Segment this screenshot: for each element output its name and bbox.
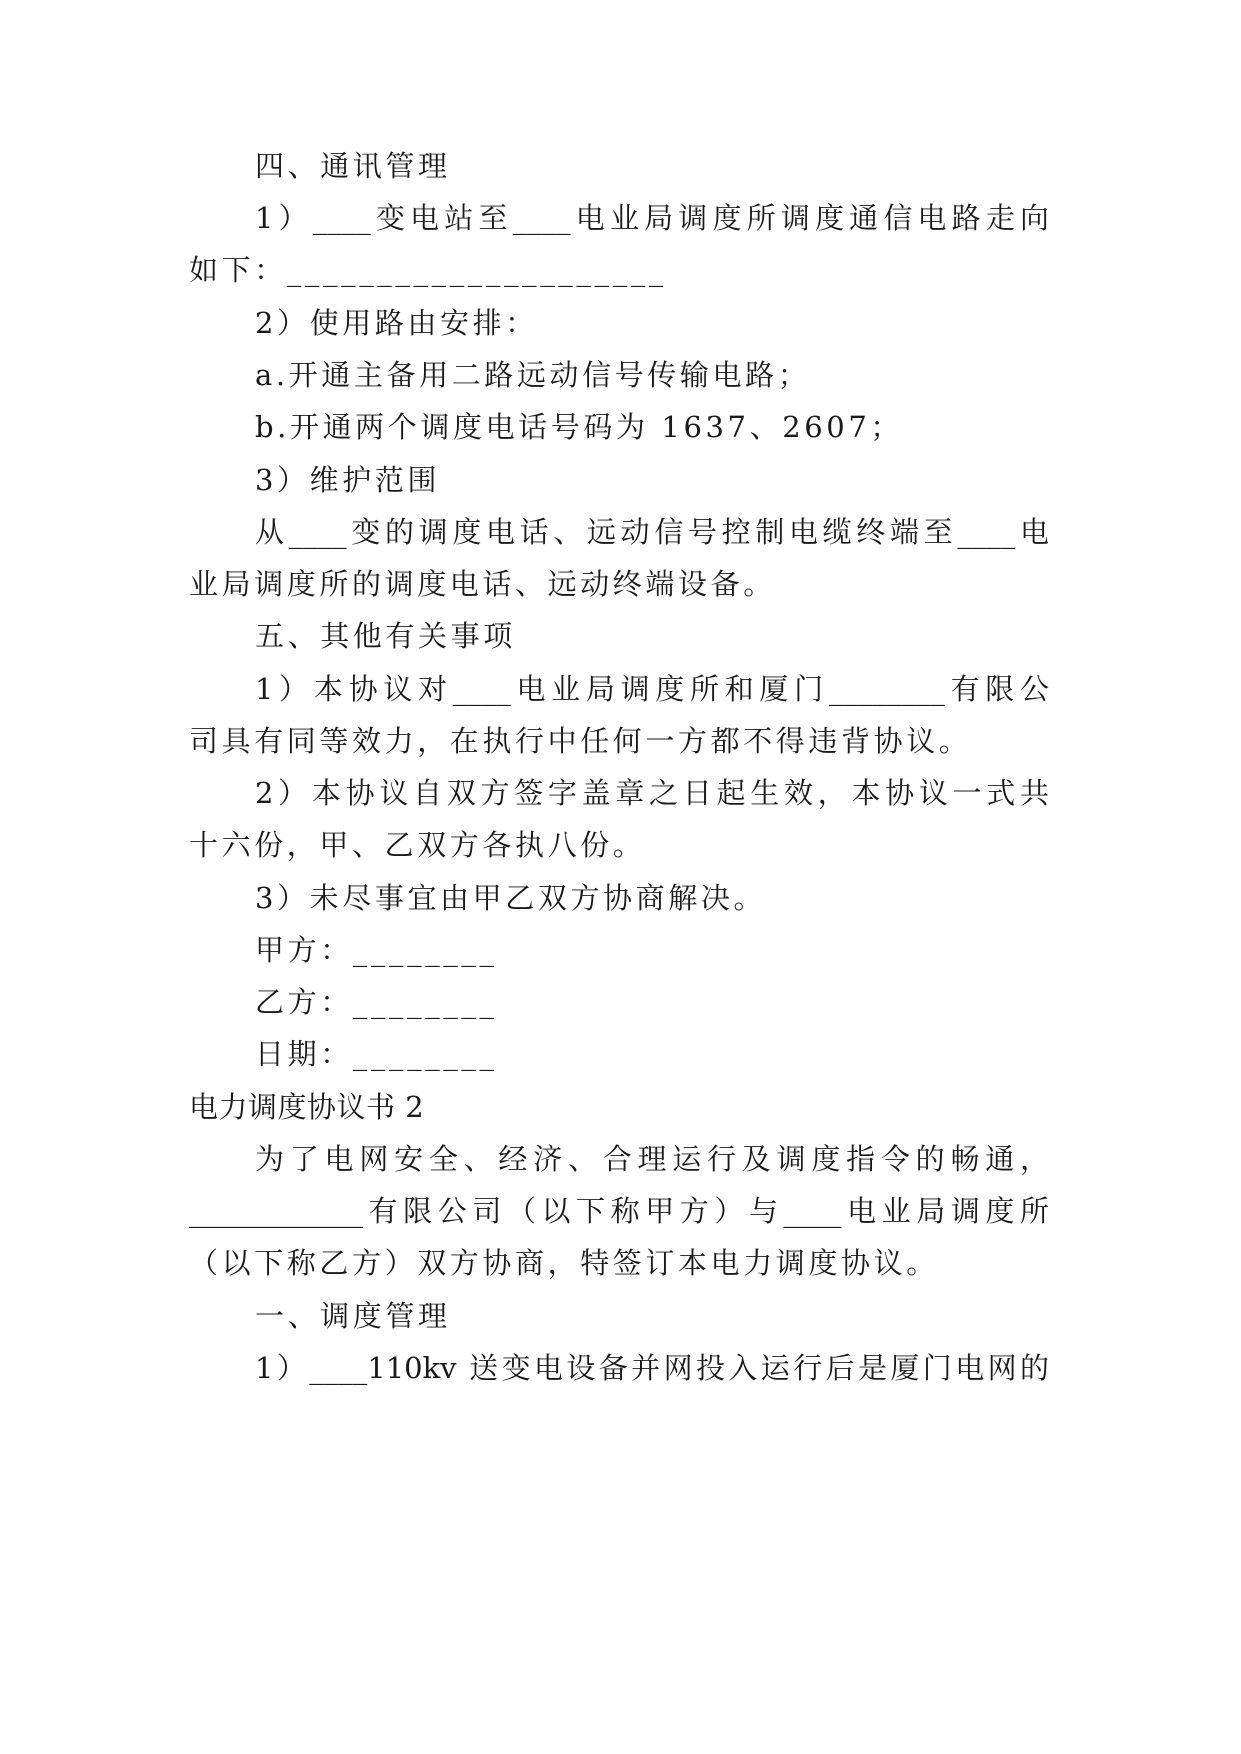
- paragraph-line: 2）本协议自双方签字盖章之日起生效，本协议一式共: [255, 776, 1049, 810]
- paragraph-line: 司具有同等效力，在执行中任何一方都不得违背协议。: [189, 724, 972, 758]
- signature-party-b: 乙方：________: [255, 985, 498, 1019]
- signature-date: 日期：________: [255, 1037, 498, 1071]
- signature-party-a: 甲方：________: [255, 933, 498, 967]
- paragraph-line: 十六份，甲、乙双方各执八份。: [189, 828, 646, 862]
- section-heading-communication: 四、通讯管理: [255, 149, 451, 183]
- paragraph-line: ____________有限公司（以下称甲方）与____电业局调度所: [189, 1194, 1049, 1228]
- paragraph-line: 1）____变电站至____电业局调度所调度通信电路走向: [255, 201, 1049, 235]
- paragraph-line: 3）维护范围: [255, 463, 441, 497]
- paragraph-line: 1）____110kv 送变电设备并网投入运行后是厦门电网的: [255, 1351, 1049, 1385]
- paragraph-line: （以下称乙方）双方协商，特签订本电力调度协议。: [189, 1246, 939, 1280]
- paragraph-line: 业局调度所的调度电话、远动终端设备。: [189, 567, 776, 601]
- paragraph-line: 如下：_____________________: [189, 253, 667, 287]
- paragraph-line: 从____变的调度电话、远动信号控制电缆终端至____电: [255, 515, 1049, 549]
- list-item: a.开通主备用二路远动信号传输电路；: [255, 358, 811, 392]
- section-heading-dispatch-management: 一、调度管理: [255, 1299, 451, 1333]
- paragraph-line: 3）未尽事宜由甲乙双方协商解决。: [255, 881, 767, 915]
- list-item: b.开通两个调度电话号码为 1637、2607；: [255, 410, 904, 444]
- paragraph-line: 1）本协议对____电业局调度所和厦门________有限公: [255, 672, 1049, 706]
- paragraph-line: 为了电网安全、经济、合理运行及调度指令的畅通，: [255, 1142, 1049, 1176]
- paragraph-line: 2）使用路由安排：: [255, 306, 538, 340]
- document-title: 电力调度协议书 2: [189, 1090, 425, 1124]
- section-heading-other-matters: 五、其他有关事项: [255, 619, 516, 653]
